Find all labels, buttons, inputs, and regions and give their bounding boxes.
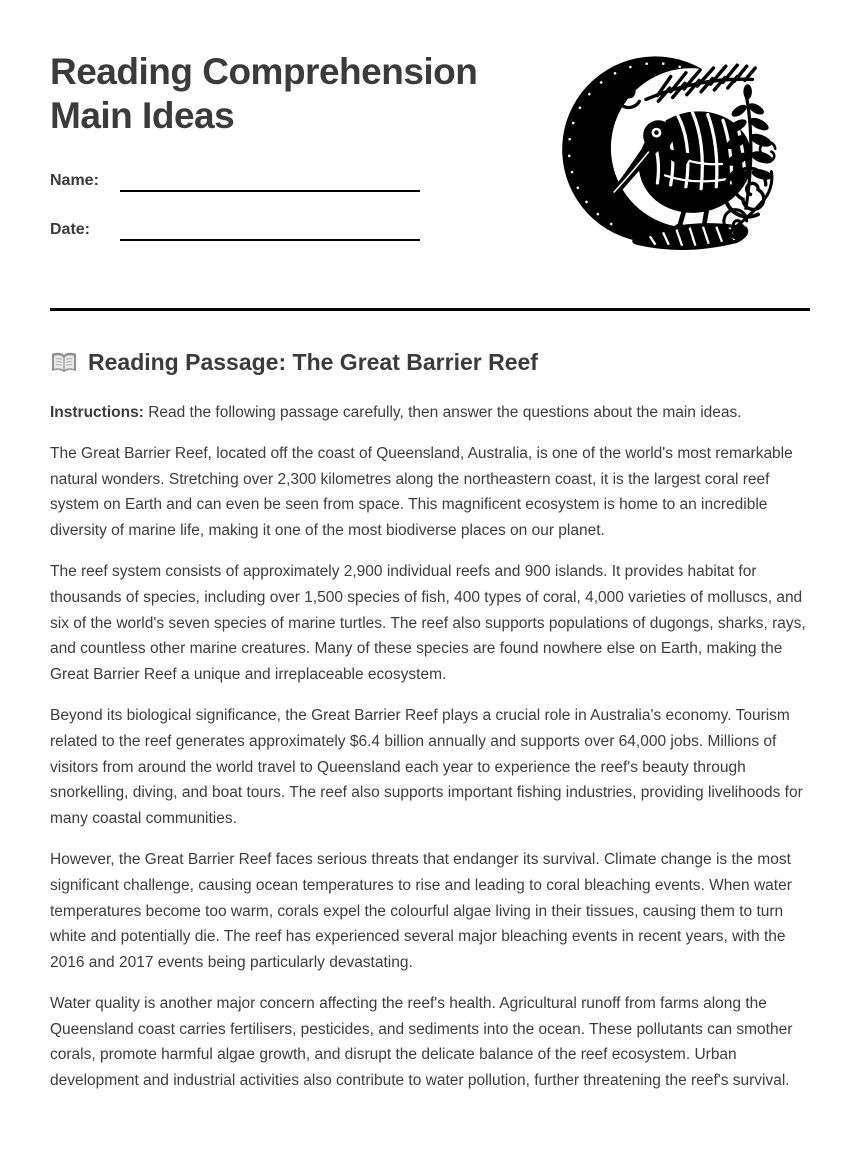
instructions-text: Read the following passage carefully, then answer the questions about the main ideas. — [148, 404, 742, 421]
header-logo-area — [520, 0, 810, 252]
name-field-row — [50, 168, 520, 192]
name-input[interactable] — [120, 168, 420, 192]
passage-paragraph-5: Water quality is another major concern affecting the reef's health. Agricultural runoff from farms along the Queensland coast carries fertilisers, pesticides, and sediments into the ocean. These pollutants can smother corals, promote harmful algae growth, and disrupt the delicate balance of the reef ecosystem. Urban development and industrial activities also contribute to water pollution, further threatening the reef's survival. — [50, 995, 793, 1090]
passage-heading: Reading Passage: The Great Barrier Reef — [88, 349, 538, 375]
open-book-icon — [50, 351, 78, 375]
instructions-line — [50, 400, 810, 425]
header-left-column — [50, 0, 520, 266]
passage-paragraph-2: The reef system consists of approximately 2,900 individual reefs and 900 islands. It provides habitat for thousands of species, including over 1,500 species of fish, 400 types of coral, 4,000 varieties of molluscs, and six of the world's seven species of marine turtles. The reef also supports populations of dugongs, sharks, rays, and countless other marine creatures. Many of these species are found nowhere else on Earth, making the Great Barrier Reef a unique and irreplaceable ecosystem. — [50, 563, 806, 683]
kiwi-logo-icon — [551, 38, 779, 252]
passage-heading-row — [50, 349, 810, 376]
passage-paragraph-4: However, the Great Barrier Reef faces serious threats that endanger its survival. Climate change is the most significant challenge, causing ocean temperatures to rise and leading to coral bleaching events. When water temperatures become too warm, corals expel the colourful algae living in their tissues, causing them to turn white and potentially die. The reef has experienced several major bleaching events in recent years, with the 2016 and 2017 events being particularly devastating. — [50, 851, 792, 971]
section-divider — [50, 308, 810, 311]
instructions-label: Instructions: — [50, 404, 144, 421]
page-title: Reading Comprehension Main Ideas — [50, 51, 478, 136]
passage-paragraph-3: Beyond its biological significance, the Great Barrier Reef plays a crucial role in Australia's economy. Tourism related to the reef generates approximately $6.4 billion annually and supports over 64,000 jobs. Millions of visitors from around the world travel to Queensland each year to experience the reef's beauty through snorkelling, diving, and boat tours. The reef also supports important fishing industries, providing livelihoods for many coastal communities. — [50, 707, 803, 827]
passage-paragraph-1: The Great Barrier Reef, located off the coast of Queensland, Australia, is one of the world's most remarkable natural wonders. Stretching over 2,300 kilometres along the northeastern coast, it is the largest coral reef system on Earth and can even be seen from space. This magnificent ecosystem is home to an incredible diversity of marine life, making it one of the most biodiverse places on our planet. — [50, 445, 793, 539]
date-input[interactable] — [120, 217, 420, 241]
date-label: Date: — [50, 221, 91, 238]
worksheet-header — [50, 0, 810, 266]
name-label: Name: — [50, 172, 99, 189]
date-field-row — [50, 217, 520, 241]
